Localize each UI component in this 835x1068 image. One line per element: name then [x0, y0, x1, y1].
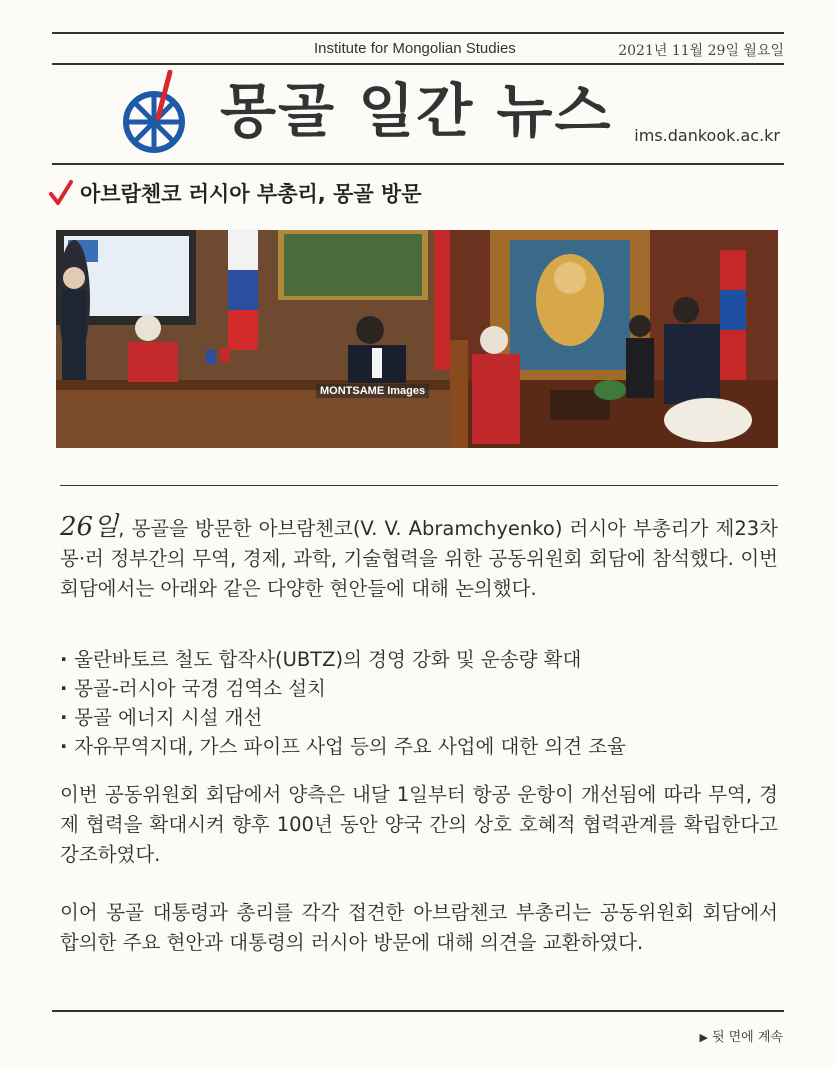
- website-link[interactable]: ims.dankook.ac.kr: [634, 126, 780, 145]
- masthead-top-rule: [52, 63, 784, 65]
- lead-date: 26일: [60, 512, 119, 542]
- photo-watermark: MONTSAME Images: [316, 384, 429, 398]
- dharma-wheel-logo-icon: [120, 70, 192, 156]
- agenda-list: [60, 645, 778, 761]
- photo-bottom-rule: [60, 485, 778, 486]
- list-item: · 몽골-러시아 국경 검역소 설치: [60, 674, 778, 703]
- presidential-meeting-photo: [450, 230, 778, 448]
- lead-paragraph: [60, 512, 778, 604]
- checkmark-icon: [48, 179, 74, 207]
- masthead: [52, 70, 784, 158]
- top-rule: [52, 32, 784, 34]
- lead-text: , 몽골을 방문한 아브람첸코(V. V. Abramchyenko) 러시아 부총리가 제23차 몽·러 정부간의 무역, 경제, 과학, 기술협력을 위한 공동위원회 회담에 참석했다. 이번 회담에서는 아래와 같은 다양한 현안들에 대해 논의했다.: [60, 517, 778, 600]
- list-item: · 울란바토르 철도 합작사(UBTZ)의 경영 강화 및 운송량 확대: [60, 645, 778, 674]
- top-info-bar: [52, 38, 784, 60]
- continue-note: [699, 1026, 783, 1045]
- body-paragraph-2: 이번 공동위원회 회담에서 양측은 내달 1일부터 항공 운항이 개선됨에 따라 무역, 경제 협력을 확대시켜 향후 100년 동안 양국 간의 상호 호혜적 협력관계를 확립한다고 강조하였다.: [60, 783, 779, 866]
- article-headline-row: [48, 176, 422, 210]
- footer-rule: [52, 1010, 784, 1012]
- article-headline: 아브람첸코 러시아 부총리, 몽골 방문: [80, 182, 422, 206]
- list-item: · 자유무역지대, 가스 파이프 사업 등의 주요 사업에 대한 의견 조율: [60, 732, 778, 761]
- play-arrow-icon: ▶: [699, 1031, 708, 1044]
- issue-date: 2021년 11월 29일 월요일: [618, 43, 784, 59]
- body-paragraph-3: 이어 몽골 대통령과 총리를 각각 접견한 아브람첸코 부총리는 공동위원회 회담에서 합의한 주요 현안과 대통령의 러시아 방문에 대해 의견을 교환하였다.: [60, 901, 778, 954]
- signing-ceremony-photo: [56, 230, 450, 448]
- newspaper-title: 몽골 일간 뉴스: [220, 77, 613, 145]
- masthead-bottom-rule: [52, 163, 784, 165]
- continue-label: 뒷 면에 계속: [711, 1030, 783, 1045]
- list-item: · 몽골 에너지 시설 개선: [60, 703, 778, 732]
- institute-name: Institute for Mongolian Studies: [314, 40, 516, 57]
